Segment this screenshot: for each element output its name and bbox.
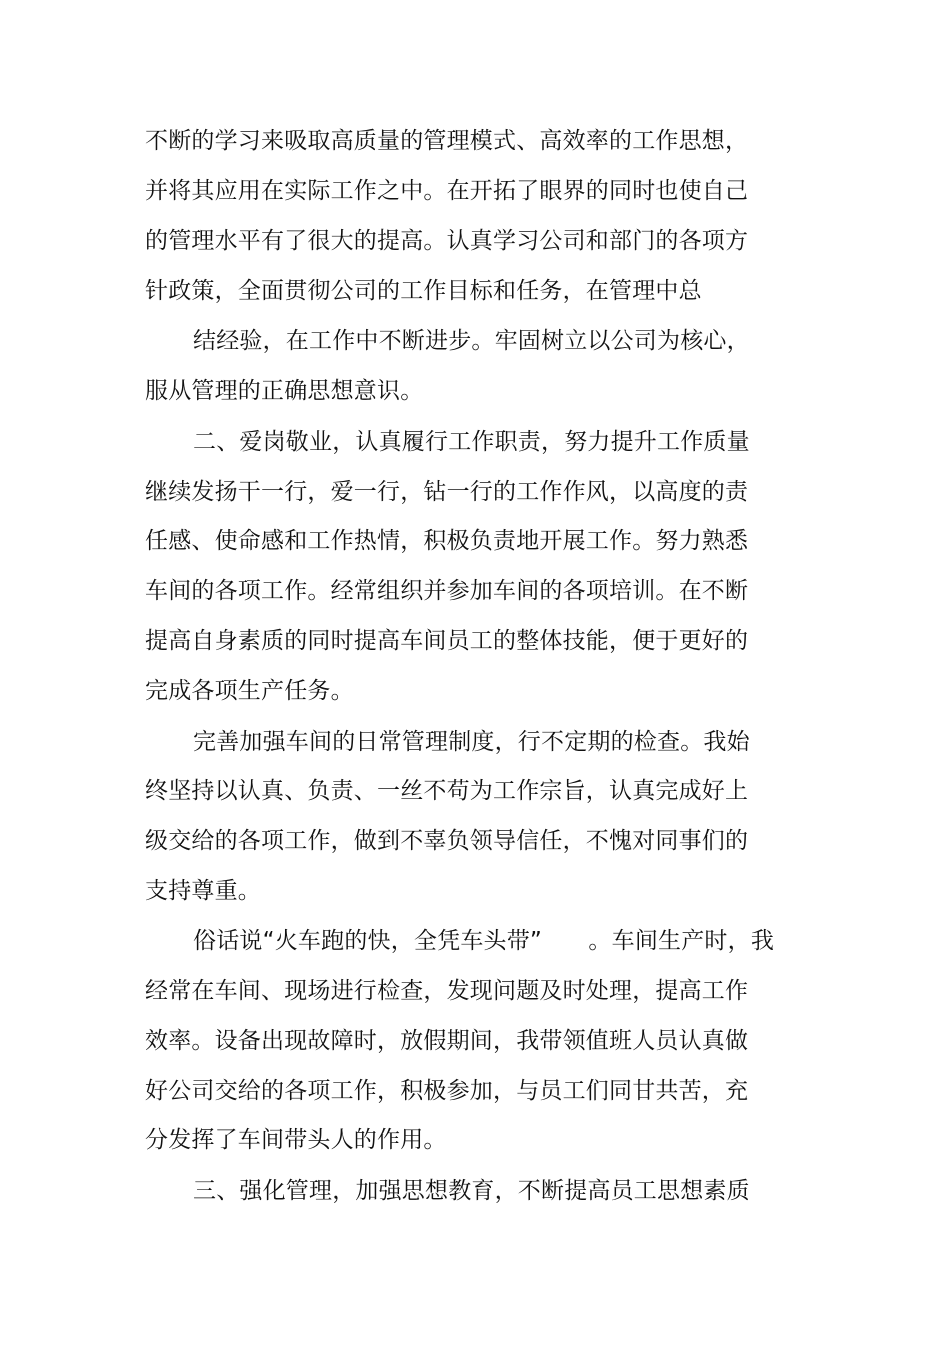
text-line: 终坚持以认真、负责、一丝不苟为工作宗旨，认真完成好上	[145, 778, 749, 804]
text-line: 车间的各项工作。经常组织并参加车间的各项培训。在不断	[145, 578, 749, 604]
text-line: 继续发扬干一行，爱一行，钻一行的工作作风，以高度的责	[145, 479, 749, 505]
section-heading: 三、强化管理，加强思想教育，不断提高员工思想素质	[193, 1178, 750, 1204]
text-line: 分发挥了车间带头人的作用。	[145, 1127, 447, 1153]
text-line: 完成各项生产任务。	[145, 678, 354, 704]
text-line: 效率。设备出现故障时，放假期间，我带领值班人员认真做	[145, 1028, 749, 1054]
text-line: 任感、使命感和工作热情，积极负责地开展工作。努力熟悉	[145, 528, 749, 554]
text-line: 针政策，全面贯彻公司的工作目标和任务，在管理中总	[145, 278, 702, 304]
text-line: 不断的学习来吸取高质量的管理模式、高效率的工作思想，	[145, 128, 749, 154]
text-line: 结经验，在工作中不断进步。牢固树立以公司为核心，	[193, 328, 750, 354]
text-line: 服从管理的正确思想意识。	[145, 378, 424, 404]
section-heading: 二、爱岗敬业，认真履行工作职责，努力提升工作质量	[193, 429, 750, 455]
text-line: 俗话说“火车跑的快，全凭车头带” 。车间生产时，我	[193, 928, 775, 954]
text-line: 完善加强车间的日常管理制度，行不定期的检查。我始	[193, 729, 750, 755]
text-line: 提高自身素质的同时提高车间员工的整体技能，便于更好的	[145, 628, 749, 654]
text-line: 好公司交给的各项工作，积极参加，与员工们同甘共苦，充	[145, 1078, 749, 1104]
text-line: 经常在车间、现场进行检查，发现问题及时处理，提高工作	[145, 978, 749, 1004]
text-line: 级交给的各项工作，做到不辜负领导信任，不愧对同事们的	[145, 828, 749, 854]
text-line: 并将其应用在实际工作之中。在开拓了眼界的同时也使自己	[145, 178, 749, 204]
text-line: 支持尊重。	[145, 878, 261, 904]
text-line: 的管理水平有了很大的提高。认真学习公司和部门的各项方	[145, 228, 749, 254]
